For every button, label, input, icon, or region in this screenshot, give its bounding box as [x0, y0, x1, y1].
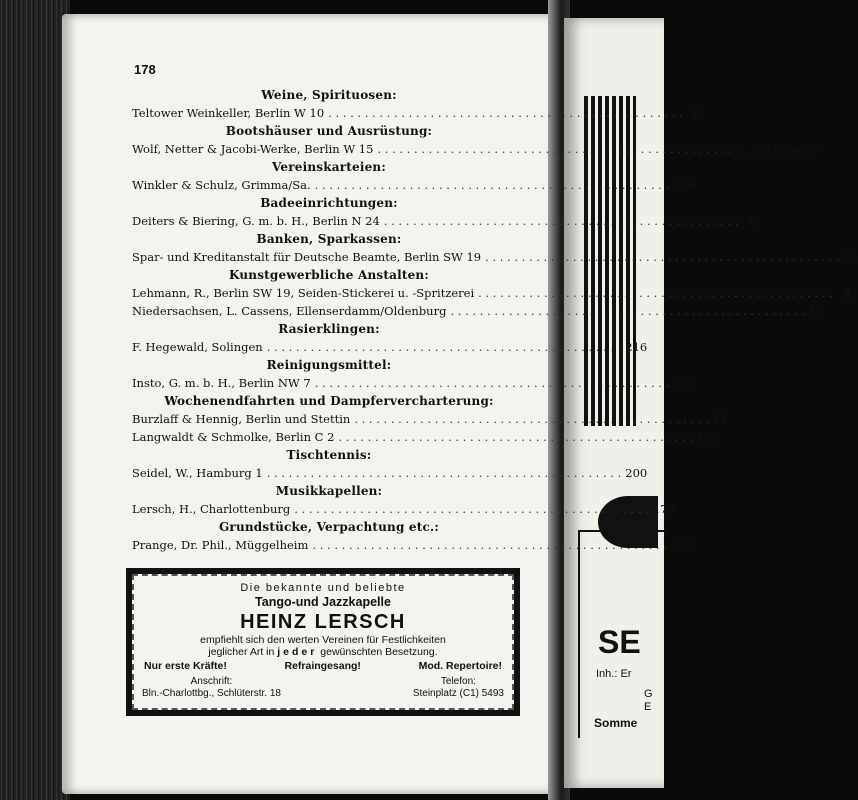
ad-feature-1: Nur erste Kräfte! — [144, 660, 227, 672]
entry-page: 202 — [673, 376, 696, 390]
ad-content — [142, 582, 504, 704]
dot-leader — [377, 140, 732, 158]
ad-band-name: HEINZ LERSCH — [240, 611, 406, 633]
entry-page: 216 — [625, 340, 648, 354]
entry-page: 178 — [652, 502, 675, 516]
ad-intro: Die bekannte und beliebte — [240, 582, 406, 594]
right-page-owner-text: Inh.: Er — [596, 668, 632, 680]
section-heading: Weine, Spirituosen: — [261, 88, 397, 102]
page-number: 178 — [134, 62, 156, 77]
dot-leader — [267, 464, 622, 482]
index-entry — [132, 500, 675, 518]
entry-name: Lersch, H., Charlottenburg — [132, 502, 291, 516]
ad-phone-block — [413, 676, 504, 700]
right-page-somme-text: Somme — [594, 716, 638, 730]
index-entry — [132, 140, 819, 158]
ad-desc-post: gewünschten Besetzung. — [320, 646, 438, 658]
entry-page: 218 — [671, 538, 693, 552]
dot-leader — [478, 284, 833, 302]
ad-feature-2: Refraingesang! — [284, 660, 361, 672]
section-heading: Musikkapellen: — [275, 484, 383, 498]
dot-leader — [267, 338, 622, 356]
index-entry — [132, 104, 701, 122]
right-page-text-g: G — [644, 688, 653, 700]
entry-name: F. Hegewald, Solingen — [132, 340, 263, 354]
ad-description-line-2 — [142, 646, 504, 658]
dot-leader — [338, 428, 693, 446]
index-entry — [132, 536, 693, 554]
dot-leader — [384, 212, 739, 230]
ad-address: Bln.-Charlottbg., Schlüterstr. 18 — [142, 688, 281, 699]
index-entry — [132, 176, 696, 194]
ad-phone: Steinplatz (C1) 5493 — [412, 688, 504, 699]
entry-page: 10 — [809, 304, 824, 318]
entry-page: 3. Deckelseite — [736, 142, 819, 156]
entry-name: Burzlaff & Hennig, Berlin und Stettin — [132, 412, 351, 426]
entry-name: Spar- und Kreditanstalt für Deutsche Beamte, Berlin SW 19 — [132, 250, 482, 264]
index-entry — [132, 428, 719, 446]
section-heading: Banken, Sparkassen: — [256, 232, 402, 246]
right-page — [564, 18, 664, 788]
advertisement-heinz-lersch — [126, 568, 520, 716]
dot-leader — [485, 248, 840, 266]
section-heading: Rasierklingen: — [278, 322, 380, 336]
entry-name: Winkler & Schulz, Grimma/Sa. — [132, 178, 311, 192]
ad-features — [142, 659, 504, 673]
entry-name: Deiters & Biering, G. m. b. H., Berlin N 24 — [132, 214, 380, 228]
entry-page: 200 — [625, 466, 648, 480]
dot-leader — [315, 374, 670, 392]
entry-page: 188 — [697, 430, 719, 444]
advertiser-index — [132, 86, 858, 554]
section-heading: Vereinskarteien: — [272, 160, 386, 174]
section-heading: Wochenendfahrten und Dampfervercharterung: — [164, 394, 494, 408]
entry-name: Langwaldt & Schmolke, Berlin C 2 — [132, 430, 335, 444]
ad-contact — [142, 676, 504, 700]
entry-name: Seidel, W., Hamburg 1 — [132, 466, 263, 480]
book-page-edges — [0, 0, 70, 800]
entry-name: Niedersachsen, L. Cassens, Ellenserdamm/Oldenburg — [132, 304, 447, 318]
index-entry — [132, 248, 858, 266]
right-page-logo-text: SE — [598, 624, 641, 660]
entry-name: Prange, Dr. Phil., Müggelheim — [132, 538, 309, 552]
section-heading: Badeeinrichtungen: — [260, 196, 398, 210]
entry-page: 14 — [712, 412, 728, 426]
index-entry — [132, 464, 648, 482]
entry-name: Lehmann, R., Berlin SW 19, Seiden-Stickerei u. -Spritzerei — [132, 286, 475, 300]
ad-phone-label: Telefon: — [440, 676, 476, 687]
entry-page: 6 — [693, 106, 701, 120]
ad-desc-pre: jeglicher Art in — [208, 646, 275, 658]
index-entry — [132, 302, 824, 320]
index-entry — [132, 410, 728, 428]
dot-leader — [450, 302, 805, 320]
entry-page: 36 — [843, 250, 858, 264]
ad-feature-3: Mod. Repertoire! — [418, 660, 502, 672]
section-heading: Tischtennis: — [286, 448, 372, 462]
index-entry — [132, 374, 696, 392]
index-entry — [132, 338, 648, 356]
right-page-box-edge — [578, 530, 580, 738]
ad-address-label: Anschrift: — [190, 676, 233, 687]
entry-name: Teltower Weinkeller, Berlin W 10 — [132, 106, 325, 120]
dot-leader — [315, 176, 670, 194]
entry-name: Wolf, Netter & Jacobi-Werke, Berlin W 15 — [132, 142, 374, 156]
ad-desc-emphasis: jeder — [277, 646, 318, 658]
entry-page: 8 — [749, 214, 757, 228]
entry-page: 206 — [673, 178, 696, 192]
ad-description-line-1: empfiehlt sich den werten Vereinen für Festlichkeiten — [200, 634, 446, 646]
right-page-text-e: E — [644, 701, 652, 713]
entry-page: 4 — [843, 286, 851, 300]
dot-leader — [328, 104, 683, 122]
section-heading: Bootshäuser und Ausrüstung: — [225, 124, 433, 138]
section-heading: Reinigungsmittel: — [266, 358, 392, 372]
dot-leader — [354, 410, 709, 428]
dot-leader — [294, 500, 649, 518]
entry-name: Insto, G. m. b. H., Berlin NW 7 — [132, 376, 311, 390]
dot-leader — [312, 536, 667, 554]
section-heading: Kunstgewerbliche Anstalten: — [229, 268, 429, 282]
index-entry — [132, 212, 757, 230]
ad-subtitle: Tango-und Jazzkapelle — [255, 595, 391, 609]
ad-address-block — [142, 676, 281, 700]
section-heading: Grundstücke, Verpachtung etc.: — [218, 520, 440, 534]
index-entry — [132, 284, 851, 302]
